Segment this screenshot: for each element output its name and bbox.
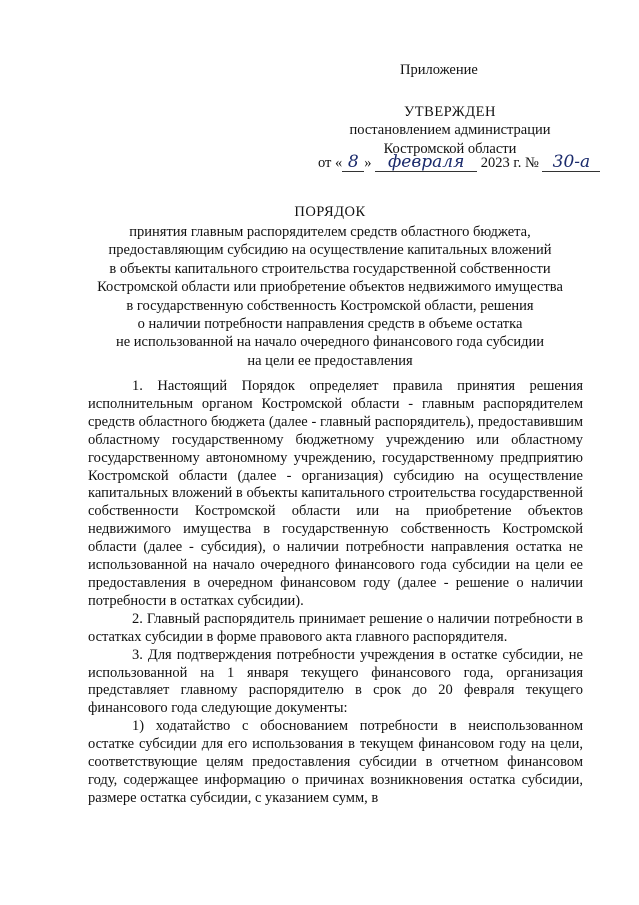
order-subtitle-line: предоставляющим субсидию на осуществление капитальных вложений [108, 242, 552, 259]
date-year-text: 2023 г. № [480, 155, 539, 171]
paragraph-3 [88, 647, 583, 719]
approval-title: УТВЕРЖДЕН [404, 104, 496, 120]
order-subtitle-line: на цели ее предоставления [247, 352, 413, 369]
order-title: ПОРЯДОК [294, 204, 366, 220]
order-subtitle-line: в государственную собственность Костромской области, решения [126, 297, 534, 314]
date-prefix: от « [318, 155, 343, 171]
date-month-handwritten: февраля [387, 152, 465, 172]
paragraph-3-text: 3. Для подтверждения потребности учреждения в остатке субсидии, не использованной на 1 января текущего финансового года, организация представляет главному распорядителю в срок до 20 февраля текущего финансового года следующие документы: [88, 646, 583, 717]
order-subtitle-line: принятия главным распорядителем средств областного бюджета, [129, 224, 531, 240]
approval-date-line [318, 154, 600, 172]
date-day-handwritten: 8 [347, 152, 359, 172]
order-heading [60, 204, 600, 370]
date-month-field [375, 154, 477, 172]
paragraph-2 [88, 611, 583, 647]
paragraph-2-text: 2. Главный распорядитель принимает решение о наличии потребности в остатках субсидии в форме правового акта главного распорядителя. [88, 610, 583, 645]
paragraph-3-item-1-text: 1) ходатайство с обоснованием потребности в неиспользованном остатке субсидии для его использования в текущем финансовом году на цели, соответствующие целям предоставления субсидии в отчетном финансовом году, содержащее информацию о причинах возникновения остатка субсидии, размере остатка субсидии, с указанием сумм, в [88, 718, 583, 806]
approval-block [300, 104, 600, 159]
approval-line-1: постановлением администрации [349, 122, 551, 138]
doc-number-handwritten: 30-а [552, 152, 591, 172]
paragraph-3-item-1 [88, 718, 583, 808]
order-subtitle-line: в объекты капитального строительства государственной собственности [109, 260, 551, 277]
date-day-field [342, 154, 364, 172]
approval-line-2: Костромской области [383, 141, 517, 157]
order-subtitle-line: не использованной на начало очередного финансового года субсидии [115, 334, 545, 351]
doc-number-field [542, 154, 600, 172]
date-mid: » [364, 155, 372, 171]
appendix-label: Приложение [400, 62, 478, 78]
paragraph-1-text: 1. Настоящий Порядок определяет правила принятия решения исполнительным органом Костромской области - главным распорядителем средств областного бюджета (далее - главный распорядитель), предоставившим областному государственному бюджетному учреждению или областному государственному автономному учреждению, государственному предприятию Костромской области (далее - организация) субсидию на осуществление капитальных вложений в объекты капитального строительства государственной собственности Костромской области или на приобретение объектов недвижимого имущества в государственную собственность Костромской области (далее - субсидия), о наличии потребности направления остатка не использованной на начало очередного финансового года субсидии на цели ее предоставления в очередном финансовом году (далее - решение о наличии потребности в остатках субсидии). [88, 378, 583, 609]
document-body [88, 378, 583, 808]
paragraph-1 [88, 378, 583, 611]
order-subtitle-line: о наличии потребности направления средств в объеме остатка [137, 316, 523, 333]
order-subtitle-line: Костромской области или приобретение объектов недвижимого имущества [97, 279, 563, 296]
